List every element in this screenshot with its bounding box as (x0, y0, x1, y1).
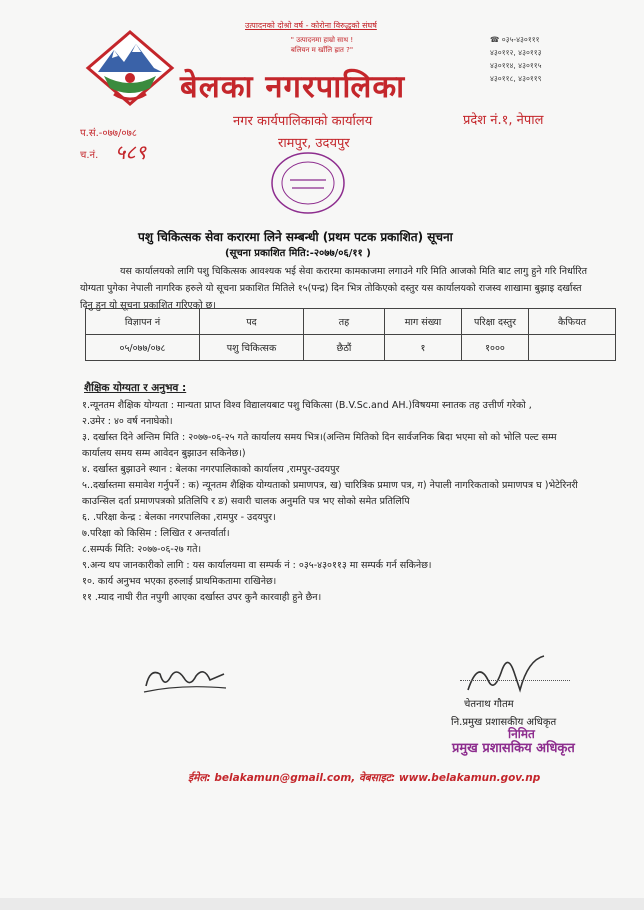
list-item: ६. .परिक्षा केन्द्र : बेलका नगरपालिका ,रामपुर - उदयपुर। (82, 512, 276, 523)
dispatch-label: च.नं. (80, 150, 99, 161)
signatory-role: नि.प्रमुख प्रशासकीय अधिकृत (451, 717, 557, 728)
phone-list (490, 33, 542, 85)
footer-contact: ईमेल: belakamun@gmail.com, वेबसाइट: www.belakamun.gov.np (188, 772, 541, 784)
phone-line: ४३०११२, ४३०११३ (490, 48, 542, 57)
municipality-title: बेलका नगरपालिका (180, 69, 406, 105)
vacancy-table (85, 308, 616, 361)
cell-remarks (529, 335, 616, 361)
office-subtitle: नगर कार्यपालिकाको कार्यालय (233, 114, 373, 129)
dispatch-number: ५८९ (115, 140, 147, 164)
phone-line: ४३०११४, ४३०११५ (490, 61, 542, 70)
notice-body: यस कार्यालयको लागि पशु चिकित्सक आवश्यक भई सेवा करारमा कामकाजमा लगाउने गरि मिति आजको मिति बाट लागु हुने गरि निर्धारित योग्यता पुगेका नेपाली नागरिक हरुले यो सूचना प्रकाशित मितिले १५(पन्द्र) दिन भित्र तोकिएको दस्तुर यस कार्यालयको राजस्व शाखामा बुझाइ दर्खास्त दिनु हुन यो सूचना प्रकाशित गरिएको छ। (80, 266, 588, 311)
qualification-heading: शैक्षिक योग्यता र अनुभव : (84, 382, 187, 394)
stamp-line-1: निमित (508, 727, 535, 741)
phone-line: ☎ ०३५-४३०१११ (490, 35, 540, 44)
list-item: ८.सम्पर्क मिति: २०७७-०६-२७ गते। (82, 544, 202, 555)
signatory-name: चेतनाथ गौतम (464, 699, 514, 710)
municipality-emblem-icon (84, 28, 176, 108)
cell-ad-number: ०५/०७७/०७८ (86, 335, 200, 361)
slogan-line-2: बलियन म खाँलि ह्रात ?" (290, 46, 354, 54)
notice-heading: पशु चिकित्सक सेवा करारमा लिने सम्बन्धी (प्रथम पटक प्रकाशित) सूचना (138, 230, 453, 244)
phone-line: ४३०११८, ४३०११९ (490, 74, 542, 83)
col-header: तह (304, 309, 385, 335)
office-seal-icon (268, 150, 348, 216)
list-item: ५..दर्खास्तमा समावेश गर्नुपर्ने : क) न्यूनतम शैक्षिक योग्यताको प्रमाणपत्र, ख) चारित्रिक प्रमाण पत्र, ग) नेपाली नागरिकताको प्रमाणपत्र घ )भेटेरिनरी काउन्सिल दर्ता प्रमाणपत्रको प्रतिलिपि र ङ) सवारी चालक अनुमति पत्र भए सोको समेत प्रतिलिपि (82, 480, 578, 507)
list-item: २.उमेर : ४० वर्ष ननाघेको। (82, 416, 173, 427)
publish-date: (सूचना प्रकाशित मिति:-२०७७/०६/११ ) (225, 248, 371, 259)
slogan-box (262, 35, 382, 55)
col-header: माग संख्या (385, 309, 462, 335)
list-item: ३. दर्खास्त दिने अन्तिम मिति : २०७७-०६-२५ गते कार्यालय समय भित्र।(अन्तिम मितिको दिन सार्वजनिक बिदा भएमा सो को भोलि पल्ट सम्म कार्यालय समय सम्म आवेदन बुझाउन सकिनेछ।) (82, 432, 557, 459)
list-item: ७.परिक्षा को किसिम : लिखित र अन्तर्वार्ता। (82, 528, 230, 539)
list-item: १.न्यूनतम शैक्षिक योग्यता : मान्यता प्राप्त विश्व विद्यालयबाट पशु चिकित्सा (B.V.Sc.and AH.)विषयमा स्नातक तह उत्तीर्ण गरेको , (82, 400, 532, 411)
requirements-list (82, 398, 582, 606)
office-location: रामपुर, उदयपुर (278, 136, 350, 151)
signature-line (460, 680, 570, 681)
ref-number: प.सं.-०७७/०७८ (80, 128, 137, 139)
slogan-line-1: " उत्पादनमा हाम्रो साथ ! (290, 36, 354, 44)
col-header: विज्ञापन नं (86, 309, 200, 335)
list-item: ४. दर्खास्त बुझाउने स्थान : बेलका नगरपालिकाको कार्यालय ,रामपुर-उदयपुर (82, 464, 340, 475)
cell-demand: १ (385, 335, 462, 361)
table-row (86, 335, 616, 361)
col-header: पद (200, 309, 304, 335)
list-item: १०. कार्य अनुभव भएका हरुलाई प्राथमिकतामा राखिनेछ। (82, 576, 277, 587)
cell-post: पशु चिकित्सक (200, 335, 304, 361)
cell-level: छैठौं (304, 335, 385, 361)
province-label: प्रदेश नं.१, नेपाल (463, 113, 544, 128)
slogan-top: उत्पादनको दोश्रो वर्ष - कोरोना विरुद्धको संघर्ष (245, 21, 377, 30)
left-signature-icon (140, 660, 230, 698)
table-header-row (86, 309, 616, 335)
officer-signature-icon (458, 650, 553, 700)
stamp-line-2: प्रमुख प्रशासकिय अधिकृत (452, 741, 575, 756)
col-header: कैफियत (529, 309, 616, 335)
list-item: ११ .म्याद नाघी रीत नपुगी आएका दर्खास्त उपर कुनै कारवाही हुने छैन। (82, 592, 322, 603)
col-header: परिक्षा दस्तुर (462, 309, 529, 335)
list-item: ९.अन्य थप जानकारीको लागि : यस कार्यालयमा वा सम्पर्क नं : ०३५-४३०११३ मा सम्पर्क गर्न सकिनेछ। (82, 560, 432, 571)
cell-fee: १००० (462, 335, 529, 361)
page-bottom-strip (0, 898, 644, 910)
